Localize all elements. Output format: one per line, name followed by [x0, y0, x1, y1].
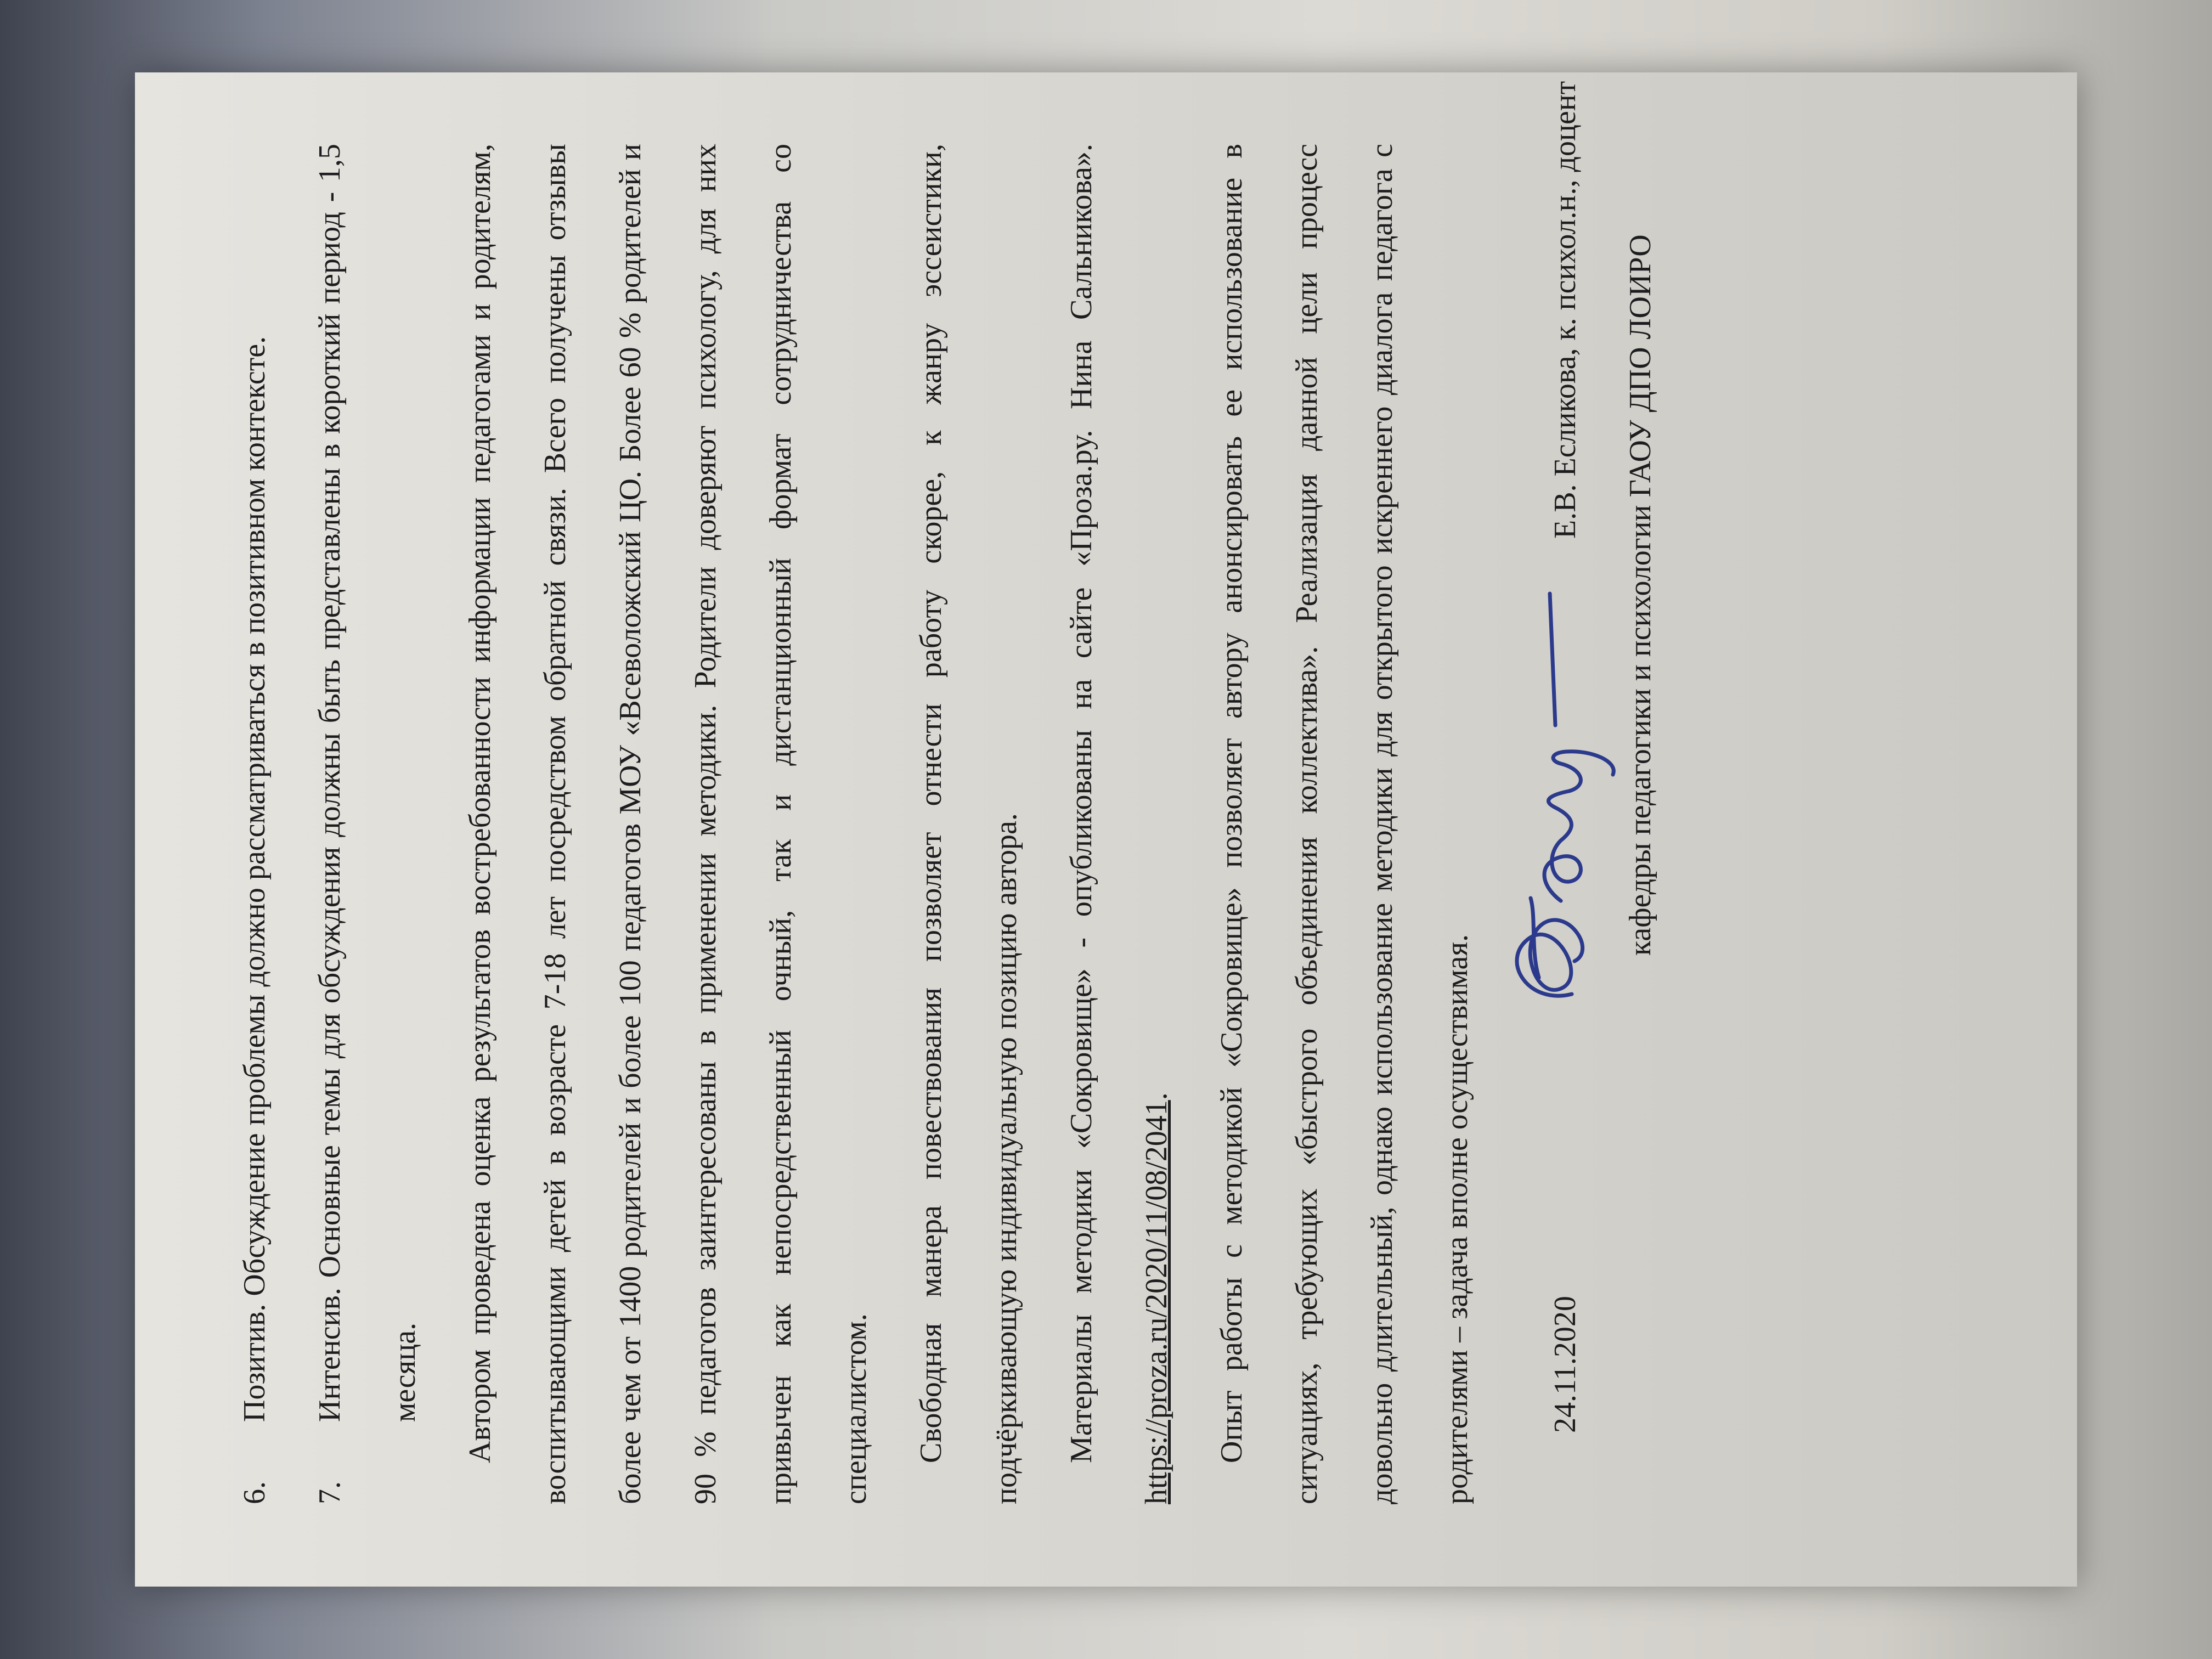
publication-link[interactable]: https://proza.ru/2020/11/08/2041: [1139, 1100, 1173, 1504]
list-item: [217, 144, 292, 1504]
signature-block: [1528, 81, 1603, 1504]
document-text: [217, 81, 1678, 1504]
list-item-text: Позитив. Обсуждение проблемы должно рассматриваться в позитивном контексте.: [238, 336, 272, 1422]
signer-department: кафедры педагогики и психологии ГАОУ ДПО ЛОИРО: [1623, 234, 1657, 956]
handwritten-signature: [1479, 561, 1621, 1011]
publication-text-end: .: [1139, 1092, 1173, 1101]
paragraph-narrative-style: Свободная манера повествования позволяет отнести работу скорее, к жанру эссеистики, подчёркивающую индивидуальную позицию автора.: [914, 144, 1023, 1504]
paragraph-publication: [1044, 144, 1194, 1504]
paragraph-conclusion: Опыт работы с методикой «Сокровище» позволяет автору анонсировать ее использование в ситуациях, требующих «быстрого объединения коллектива». Реализация данной цели процесс довольно длительный, однако использование методики для открытого искреннего диалога педагога с родителями – задача вполне осуществимая.: [1215, 144, 1474, 1504]
list-item-number: 6.: [238, 1481, 272, 1504]
list-item-number: 7.: [313, 1481, 347, 1504]
document-page: [135, 72, 2077, 1587]
list-item: [292, 144, 443, 1504]
publication-text: Материалы методики «Сокровище» - опубликованы на сайте «Проза.ру. Нина Сальникова».: [1064, 144, 1098, 1463]
paragraph-feedback-results: Автором проведена оценка результатов востребованности информации педагогами и родителям, воспитывающими детей в возрасте 7-18 лет посредством обратной связи. Всего получены отзывы более чем от 1400 родителей и более 100 педагогов МОУ «Всеволожский ЦО. Более 60 % родителей и 90 % педагогов заинтересованы в применении методики. Родители доверяют психологу, для них привычен как непосредственный очный, так и дистанционный формат сотрудничества со специалистом.: [463, 144, 873, 1504]
signer-name: Е.В. Есликова, к. психол.н., доцент: [1548, 81, 1582, 539]
list-item-text: Интенсив. Основные темы для обсуждения должны быть представлены в короткий период - 1,5 месяца.: [313, 144, 422, 1422]
signature-date: 24.11.2020: [1548, 1296, 1582, 1433]
